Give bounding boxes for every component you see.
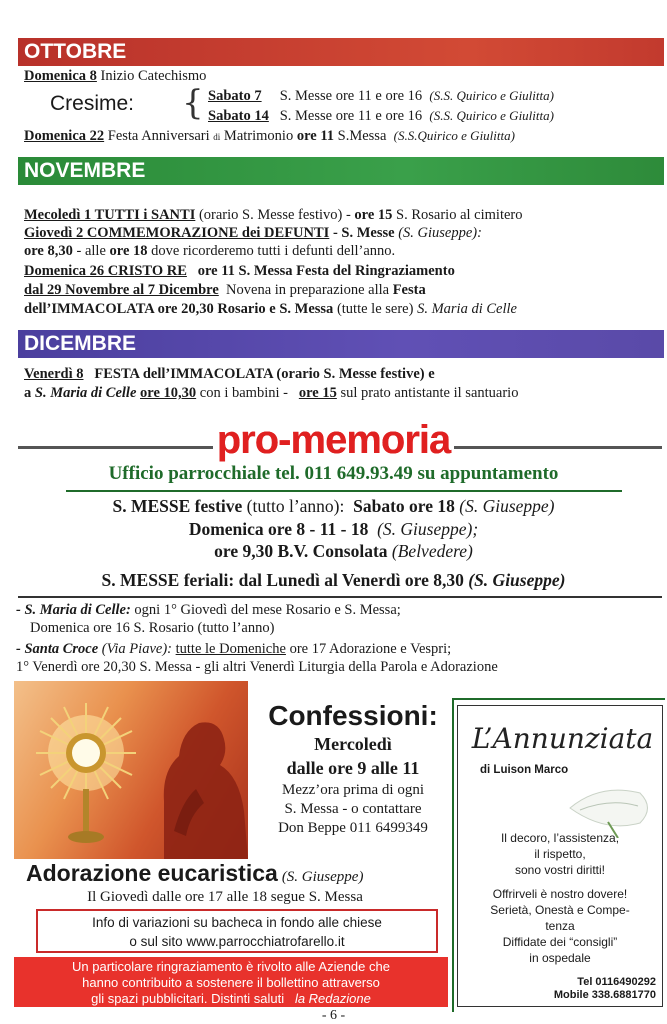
time: ore 15 — [298, 385, 337, 401]
ad-p2-line-1: Offrirveli è nostro dovere! — [492, 887, 628, 901]
text: Matrimonio — [223, 128, 294, 144]
cresime-label: Cresime: — [50, 92, 135, 115]
novembre-line-2 — [24, 225, 482, 242]
text: S. MESSE feriali: dal Lunedì al Venerdì ore 8,30 — [101, 570, 464, 590]
celle-line-2: Domenica ore 16 S. Rosario (tutto l’anno) — [30, 620, 275, 636]
novembre-header: NOVEMBRE — [18, 157, 664, 185]
thanks-box — [14, 957, 448, 1007]
text: (tutto l’anno): — [246, 496, 345, 516]
adorazione-title-line — [26, 860, 363, 887]
place: (S.S.Quirico e Giulitta) — [393, 128, 515, 143]
text: sul prato antistante il santuario — [340, 385, 519, 401]
text: (tutte le sere) — [336, 301, 414, 317]
place: (S. Giuseppe): — [398, 225, 482, 241]
place: (S. Giuseppe) — [459, 496, 555, 516]
confessioni-day: Mercoledì — [314, 734, 392, 754]
promemoria-title-text: pro-memoria — [213, 418, 455, 462]
cresime-line-2 — [208, 108, 554, 125]
place: (S.S. Quirico e Giulitta) — [429, 88, 554, 103]
feriali-rule — [18, 596, 662, 598]
text: dove ricorderemo tutti i defunti dell’anno. — [151, 243, 396, 259]
adoration-picture — [14, 681, 248, 859]
place: (Belvedere) — [391, 541, 473, 561]
thanks-text: gli spazi pubblicitari. Distinti saluti — [91, 991, 285, 1006]
ad-mobile: Mobile 338.6881770 — [553, 989, 656, 1001]
date: Sabato 7 — [208, 88, 262, 104]
text: - alle — [76, 243, 106, 259]
text: di — [213, 132, 221, 142]
date: dal 29 Novembre al 7 Dicembre — [24, 282, 219, 298]
info-line-2: o sul sito www.parrocchiatrofarello.it — [129, 934, 345, 949]
place: - S. Maria di Celle: — [16, 602, 131, 618]
place: (S. Giuseppe); — [377, 519, 479, 539]
text: FESTA dell’IMMACOLATA (orario S. Messe festive) e — [94, 366, 435, 382]
text: ore 11 S. Messa Festa del Ringraziamento — [197, 263, 455, 279]
date: Domenica 26 CRISTO RE — [24, 263, 187, 279]
date: Domenica 22 — [24, 128, 105, 144]
text: Festa Anniversari — [107, 128, 210, 144]
text: a — [24, 385, 32, 401]
thanks-line-2: hanno contribuito a sostenere il bollettino attraverso — [82, 975, 380, 990]
text: S. MESSE festive — [112, 496, 243, 516]
text: ore 9,30 B.V. Consolata — [214, 541, 388, 561]
time: ore 8,30 — [24, 243, 73, 259]
place: S. Maria di Celle — [34, 385, 137, 401]
time: ore 15 — [354, 207, 393, 223]
text: ore 17 Adorazione e Vespri; — [289, 641, 452, 657]
place: (S.S. Quirico e Giulitta) — [429, 108, 554, 123]
ad-paragraph-2 — [458, 886, 662, 966]
confessioni-title: Confessioni: — [268, 700, 438, 731]
time: ore 11 — [296, 128, 335, 144]
text: Inizio Catechismo — [100, 68, 207, 84]
confessioni-note-2: S. Messa - o contattare — [284, 801, 422, 817]
novembre-line-3 — [24, 243, 395, 260]
ad-p1-line-3: sono vostri diritti! — [514, 863, 606, 877]
confessioni-note-1: Mezz’ora prima di ogni — [281, 782, 425, 798]
cresime-line-1 — [208, 88, 554, 105]
ad-p2-line-4: Diffidate dei “consigli” — [502, 935, 618, 949]
calla-lily-icon — [560, 778, 660, 838]
date: Domenica 8 — [24, 68, 97, 84]
text: Sabato ore 18 — [353, 496, 455, 516]
info-line-1: Info di variazioni su bacheca in fondo alle chiese — [92, 915, 382, 930]
ottobre-line-4 — [24, 128, 515, 145]
ad-p1-line-1: Il decoro, l’assistenza, — [500, 831, 620, 845]
thanks-signature: la Redazione — [294, 991, 371, 1006]
time: ore 10,30 — [140, 385, 197, 401]
text: Festa — [392, 282, 426, 298]
ad-tel: Tel 0116490292 — [577, 976, 656, 988]
ottobre-header: OTTOBRE — [18, 38, 664, 66]
ad-p2-line-2: Serietà, Onestà e Compe- — [490, 903, 630, 917]
place: - Santa Croce — [16, 641, 99, 657]
text: S.Messa — [337, 128, 387, 144]
thanks-line-3 — [14, 991, 448, 1007]
adorazione-text: Il Giovedì dalle ore 17 alle 18 segue S. Messa — [87, 889, 363, 905]
dicembre-line-1 — [24, 366, 435, 383]
text: Novena in preparazione alla — [226, 282, 390, 298]
place: (S. Giuseppe) — [468, 570, 566, 590]
novembre-line-5 — [24, 282, 426, 299]
croce-line-2: 1° Venerdì ore 20,30 S. Messa - gli altri Venerdì Liturgia della Parola e Adorazione — [16, 659, 498, 675]
text: S. Messe ore 11 e ore 16 — [279, 88, 423, 104]
confessioni-contact: Don Beppe 011 6499349 — [278, 820, 428, 836]
text: dell’IMMACOLATA ore 20,30 Rosario e S. Messa — [24, 301, 334, 317]
info-box — [36, 909, 438, 953]
ad-p2-line-5: in ospedale — [529, 951, 591, 965]
time: ore 18 — [109, 243, 148, 259]
ad-p2-line-3: tenza — [545, 919, 575, 933]
novembre-line-1 — [24, 207, 522, 224]
thanks-line-1: Un particolare ringraziamento è rivolto alle Aziende che — [72, 959, 390, 974]
brace: { — [182, 83, 204, 123]
place: (S. Giuseppe) — [281, 869, 364, 885]
dicembre-header: DICEMBRE — [18, 330, 664, 358]
monstrance-icon — [14, 681, 248, 859]
date: Mecoledì 1 TUTTI i SANTI — [24, 207, 196, 223]
consolata-line — [0, 541, 667, 562]
promemoria-title — [0, 418, 667, 463]
ufficio-line: Ufficio parrocchiale tel. 011 649.93.49 su appuntamento — [108, 463, 559, 484]
novembre-line-6 — [24, 301, 517, 318]
text: ogni 1° Giovedì del mese Rosario e S. Messa; — [134, 602, 401, 618]
page-number: - 6 - — [321, 1008, 346, 1023]
text: con i bambini - — [199, 385, 288, 401]
ad-title: L’Annunziata — [471, 722, 654, 755]
text: tutte le Domeniche — [175, 641, 286, 657]
date: Giovedì 2 COMMEMORAZIONE dei DEFUNTI — [24, 225, 330, 241]
text: Domenica ore 8 - 11 - 18 — [188, 519, 369, 539]
place: S. Maria di Celle — [417, 301, 517, 317]
text: S. Messe ore 11 e ore 16 — [279, 108, 423, 124]
ufficio-rule — [66, 490, 622, 492]
confessioni-hours: dalle ore 9 alle 11 — [286, 758, 420, 778]
feriali-line — [0, 570, 667, 591]
text: S. Rosario al cimitero — [396, 207, 523, 223]
adorazione-title: Adorazione eucaristica — [26, 860, 278, 886]
ad-p1-line-2: il rispetto, — [534, 847, 586, 861]
domenica-line — [0, 519, 667, 540]
festive-line — [0, 496, 667, 517]
text: - S. Messe — [332, 225, 395, 241]
ottobre-line-1 — [24, 68, 206, 85]
date: Sabato 14 — [208, 108, 269, 124]
text: (orario S. Messe festivo) - — [198, 207, 351, 223]
dicembre-line-2 — [24, 385, 518, 402]
croce-line-1 — [16, 641, 451, 658]
novembre-line-4 — [24, 263, 455, 280]
ad-paragraph-1 — [458, 830, 662, 878]
place: (Via Piave): — [101, 641, 172, 657]
ad-owner: di Luison Marco — [480, 764, 569, 776]
celle-line-1 — [16, 602, 401, 619]
date: Venerdì 8 — [24, 366, 84, 382]
